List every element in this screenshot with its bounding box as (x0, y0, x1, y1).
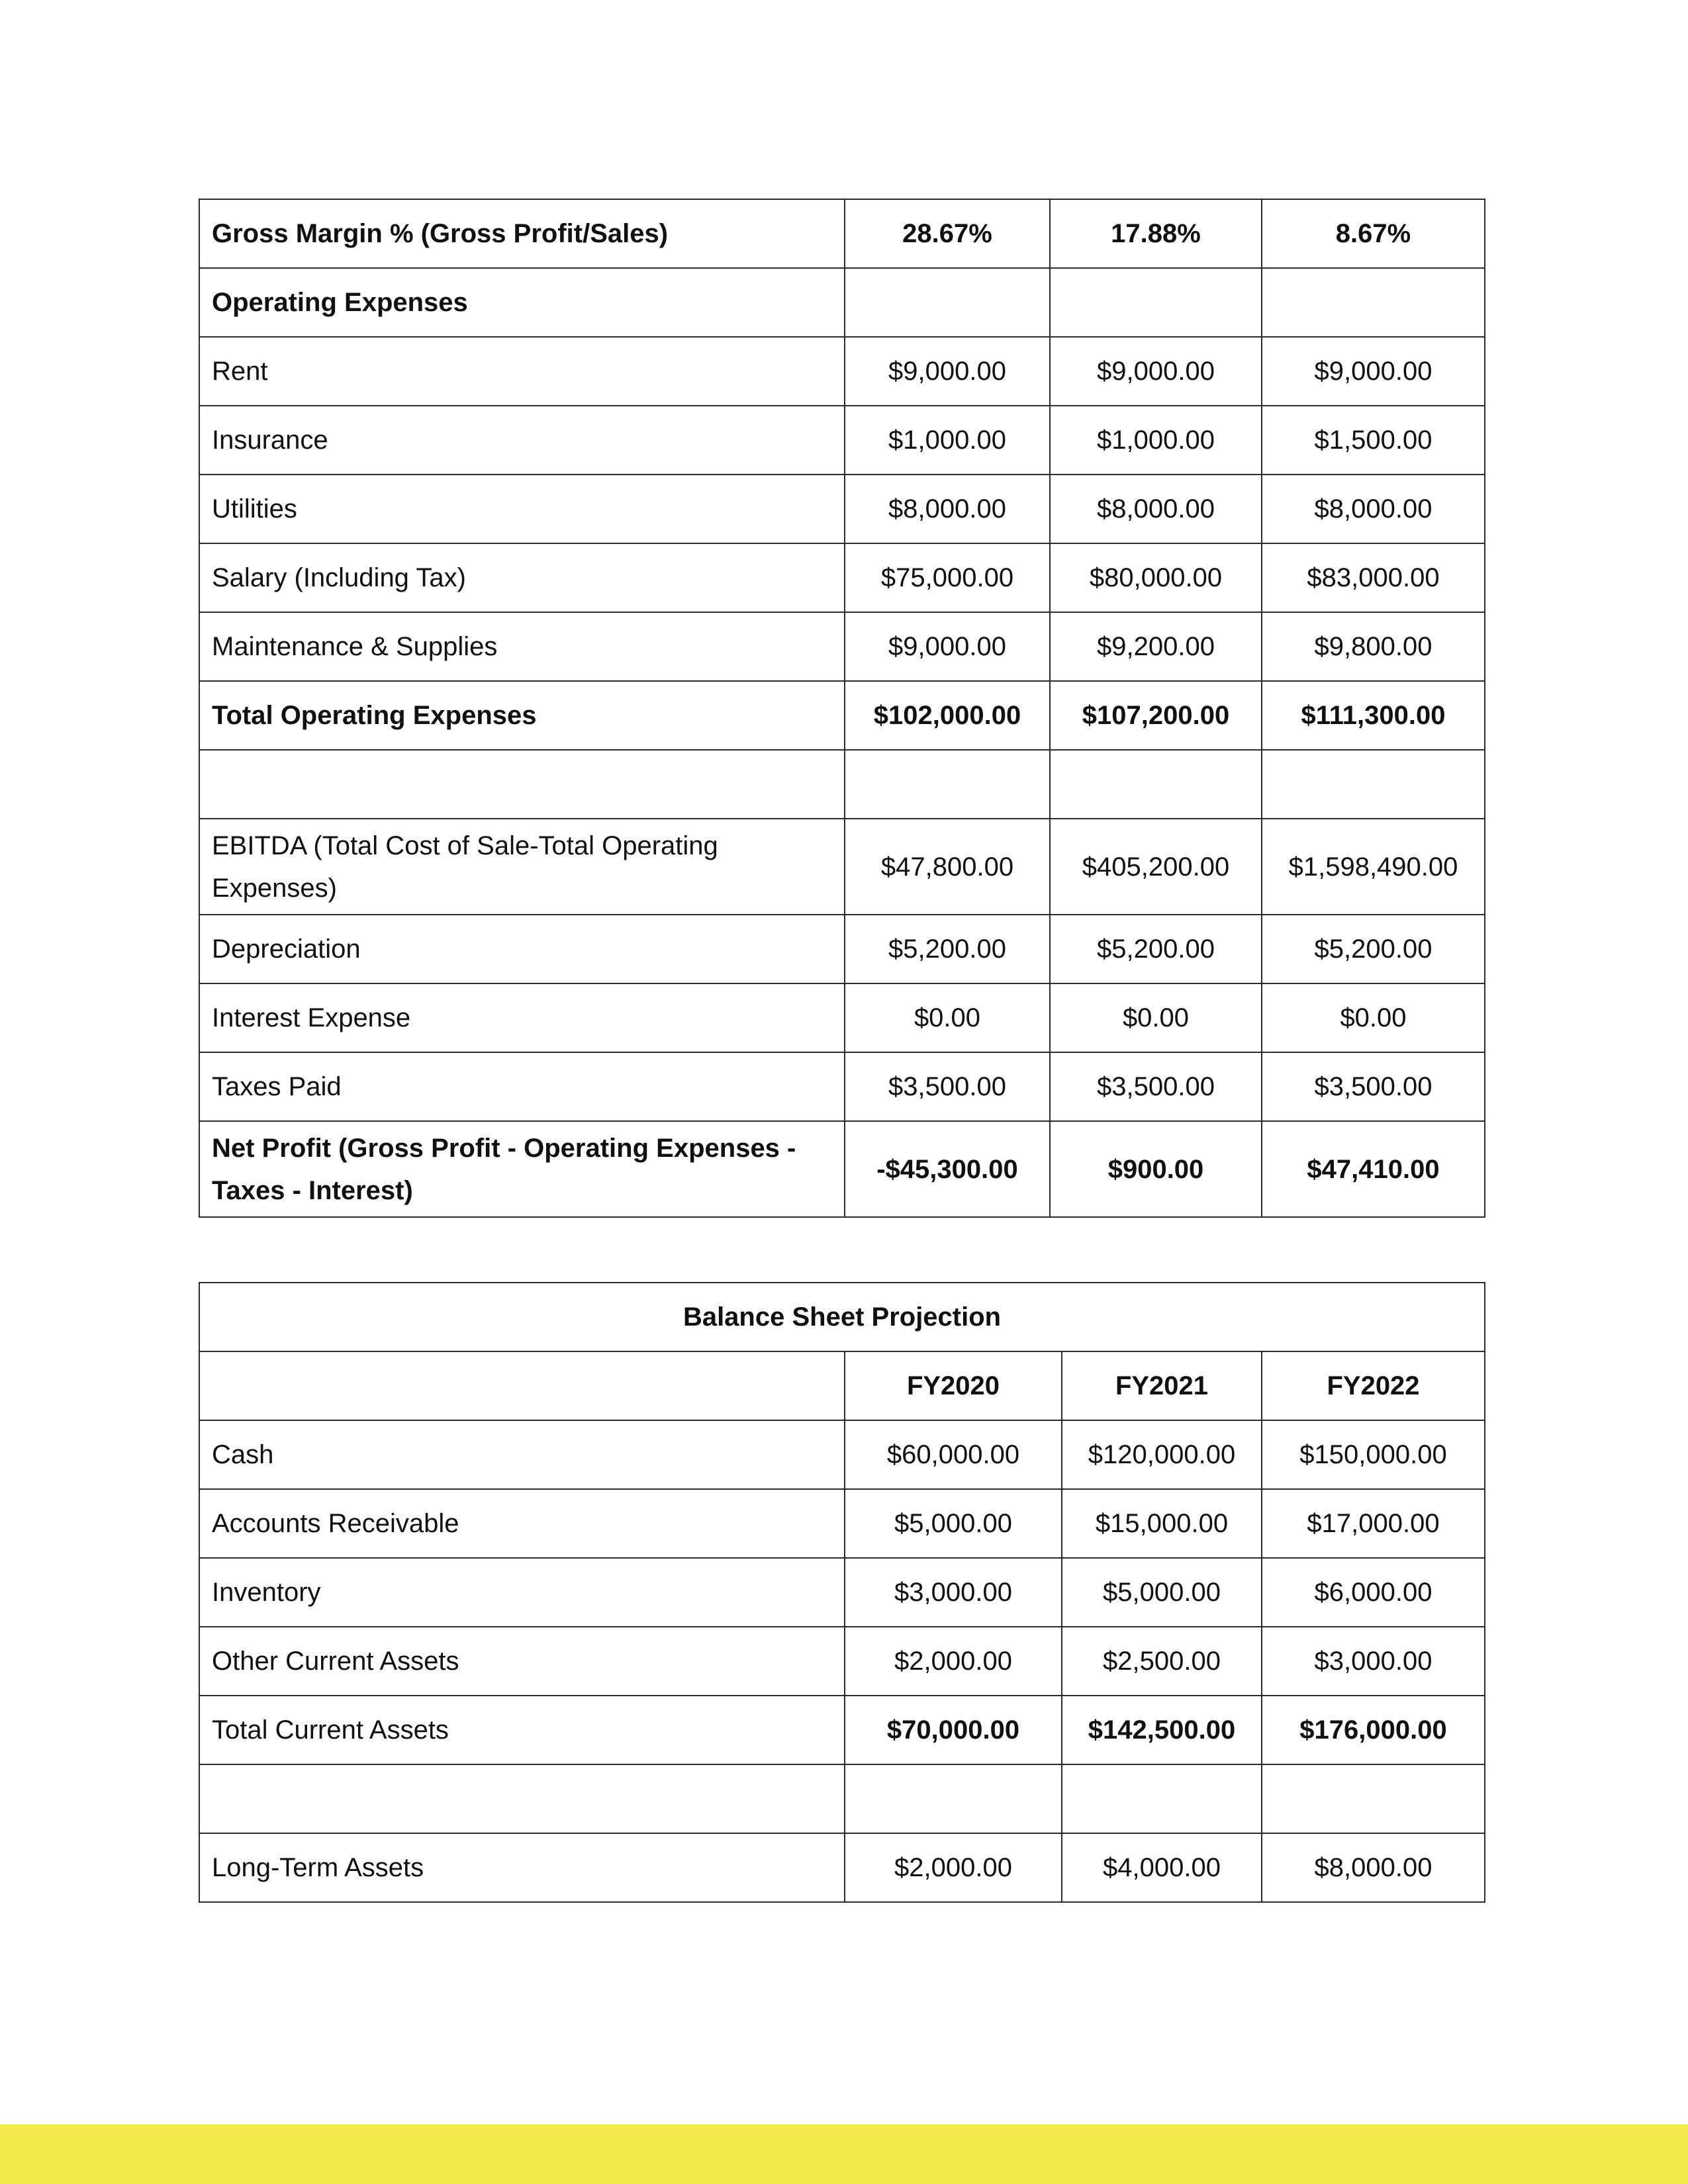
table-row (199, 1764, 1485, 1833)
value-cell-fy2021: $120,000.00 (1062, 1420, 1262, 1489)
value-cell-fy2021: $5,000.00 (1062, 1558, 1262, 1627)
table-row (199, 915, 1485, 983)
value-cell-fy2020: $60,000.00 (845, 1420, 1062, 1489)
table-row (199, 819, 1485, 915)
value-cell-year-3: $111,300.00 (1262, 681, 1485, 750)
value-cell-year-2: $8,000.00 (1050, 475, 1262, 543)
value-cell-fy2022: $6,000.00 (1262, 1558, 1485, 1627)
value-cell-year-3: $1,598,490.00 (1262, 819, 1485, 915)
balance-sheet-table-body (199, 1283, 1485, 1902)
value-cell-year-1: $0.00 (845, 983, 1050, 1052)
value-cell-fy2020 (845, 1764, 1062, 1833)
row-label: Depreciation (199, 915, 845, 983)
row-label: Insurance (199, 406, 845, 475)
value-cell-fy2020: $3,000.00 (845, 1558, 1062, 1627)
row-label: Other Current Assets (199, 1627, 845, 1696)
value-cell-year-3: $0.00 (1262, 983, 1485, 1052)
value-cell-year-2 (1050, 750, 1262, 819)
value-cell-fy2022: $17,000.00 (1262, 1489, 1485, 1558)
value-cell-year-2: $9,000.00 (1050, 337, 1262, 406)
table-row (199, 1489, 1485, 1558)
value-cell-year-1: $3,500.00 (845, 1052, 1050, 1121)
value-cell-fy2021: $2,500.00 (1062, 1627, 1262, 1696)
value-cell-year-2: $900.00 (1050, 1121, 1262, 1217)
row-label: Taxes Paid (199, 1052, 845, 1121)
value-cell-year-2: 17.88% (1050, 199, 1262, 268)
value-cell-year-2: $405,200.00 (1050, 819, 1262, 915)
value-cell-year-1: $47,800.00 (845, 819, 1050, 915)
value-cell-year-2: $1,000.00 (1050, 406, 1262, 475)
value-cell-year-1: 28.67% (845, 199, 1050, 268)
value-cell-year-1: -$45,300.00 (845, 1121, 1050, 1217)
table-row (199, 337, 1485, 406)
value-cell-fy2022: $150,000.00 (1262, 1420, 1485, 1489)
balance-sheet-title-row (199, 1283, 1485, 1351)
value-cell-year-1: $9,000.00 (845, 612, 1050, 681)
header-cell-fy2021: FY2021 (1062, 1351, 1262, 1420)
value-cell-fy2021: $142,500.00 (1062, 1696, 1262, 1764)
value-cell-year-3: $47,410.00 (1262, 1121, 1485, 1217)
row-label: Utilities (199, 475, 845, 543)
profit-loss-table (199, 199, 1485, 1218)
value-cell-fy2020: $5,000.00 (845, 1489, 1062, 1558)
value-cell-fy2020: $2,000.00 (845, 1627, 1062, 1696)
table-row (199, 612, 1485, 681)
table-row (199, 1420, 1485, 1489)
header-cell-fy2020: FY2020 (845, 1351, 1062, 1420)
row-label: Inventory (199, 1558, 845, 1627)
table-row (199, 199, 1485, 268)
table-row (199, 1833, 1485, 1902)
row-label: Salary (Including Tax) (199, 543, 845, 612)
row-label: Long-Term Assets (199, 1833, 845, 1902)
profit-loss-table-body (199, 199, 1485, 1217)
value-cell-year-1: $5,200.00 (845, 915, 1050, 983)
value-cell-fy2022: $176,000.00 (1262, 1696, 1485, 1764)
value-cell-fy2021: $4,000.00 (1062, 1833, 1262, 1902)
value-cell-year-3: 8.67% (1262, 199, 1485, 268)
table-row (199, 983, 1485, 1052)
table-row (199, 1052, 1485, 1121)
row-label: Cash (199, 1420, 845, 1489)
value-cell-fy2020: $70,000.00 (845, 1696, 1062, 1764)
value-cell-year-1 (845, 268, 1050, 337)
value-cell-year-3: $5,200.00 (1262, 915, 1485, 983)
table-row (199, 543, 1485, 612)
row-label: Gross Margin % (Gross Profit/Sales) (199, 199, 845, 268)
value-cell-year-3: $8,000.00 (1262, 475, 1485, 543)
value-cell-year-3: $1,500.00 (1262, 406, 1485, 475)
table-row (199, 475, 1485, 543)
value-cell-year-2: $9,200.00 (1050, 612, 1262, 681)
value-cell-fy2021 (1062, 1764, 1262, 1833)
table-row (199, 750, 1485, 819)
value-cell-year-1: $102,000.00 (845, 681, 1050, 750)
balance-sheet-title: Balance Sheet Projection (199, 1283, 1485, 1351)
value-cell-year-1: $9,000.00 (845, 337, 1050, 406)
value-cell-year-3: $3,500.00 (1262, 1052, 1485, 1121)
value-cell-year-1: $1,000.00 (845, 406, 1050, 475)
table-row (199, 406, 1485, 475)
value-cell-fy2022: $8,000.00 (1262, 1833, 1485, 1902)
row-label: Total Current Assets (199, 1696, 845, 1764)
value-cell-year-3 (1262, 268, 1485, 337)
value-cell-year-2: $3,500.00 (1050, 1052, 1262, 1121)
table-row (199, 1627, 1485, 1696)
balance-sheet-header-row (199, 1351, 1485, 1420)
row-label: Operating Expenses (199, 268, 845, 337)
value-cell-year-2 (1050, 268, 1262, 337)
value-cell-year-2: $5,200.00 (1050, 915, 1262, 983)
table-row (199, 1696, 1485, 1764)
row-label: Maintenance & Supplies (199, 612, 845, 681)
header-cell-blank (199, 1351, 845, 1420)
row-label: Accounts Receivable (199, 1489, 845, 1558)
value-cell-year-2: $80,000.00 (1050, 543, 1262, 612)
value-cell-year-3: $9,000.00 (1262, 337, 1485, 406)
value-cell-year-2: $0.00 (1050, 983, 1262, 1052)
row-label: Interest Expense (199, 983, 845, 1052)
header-cell-fy2022: FY2022 (1262, 1351, 1485, 1420)
value-cell-year-1: $8,000.00 (845, 475, 1050, 543)
value-cell-fy2022 (1262, 1764, 1485, 1833)
row-label (199, 750, 845, 819)
row-label: Net Profit (Gross Profit - Operating Expenses - Taxes - Interest) (199, 1121, 845, 1217)
value-cell-year-2: $107,200.00 (1050, 681, 1262, 750)
table-row (199, 681, 1485, 750)
value-cell-year-1 (845, 750, 1050, 819)
row-label: Total Operating Expenses (199, 681, 845, 750)
value-cell-year-3 (1262, 750, 1485, 819)
table-row (199, 1121, 1485, 1217)
row-label (199, 1764, 845, 1833)
value-cell-year-3: $83,000.00 (1262, 543, 1485, 612)
row-label: EBITDA (Total Cost of Sale-Total Operating Expenses) (199, 819, 845, 915)
value-cell-fy2021: $15,000.00 (1062, 1489, 1262, 1558)
footer-color-band (0, 2124, 1688, 2184)
value-cell-fy2020: $2,000.00 (845, 1833, 1062, 1902)
balance-sheet-table (199, 1282, 1485, 1903)
table-row (199, 268, 1485, 337)
row-label: Rent (199, 337, 845, 406)
table-row (199, 1558, 1485, 1627)
value-cell-year-1: $75,000.00 (845, 543, 1050, 612)
value-cell-fy2022: $3,000.00 (1262, 1627, 1485, 1696)
value-cell-year-3: $9,800.00 (1262, 612, 1485, 681)
